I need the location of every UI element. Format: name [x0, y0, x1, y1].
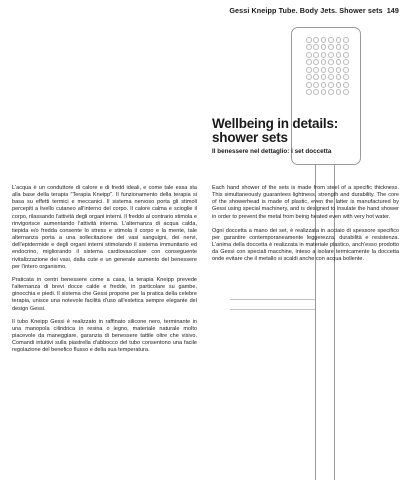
nozzle: [313, 52, 319, 58]
hand-shower-bracket: [230, 299, 315, 310]
nozzle: [321, 52, 327, 58]
nozzle: [336, 52, 342, 58]
nozzle: [328, 89, 334, 95]
nozzle: [321, 59, 327, 65]
nozzle: [336, 89, 342, 95]
nozzle: [313, 59, 319, 65]
nozzle: [328, 82, 334, 88]
nozzle: [328, 59, 334, 65]
nozzle: [313, 37, 319, 43]
nozzle: [313, 89, 319, 95]
nozzle: [306, 82, 312, 88]
nozzle: [343, 74, 349, 80]
nozzle: [336, 44, 342, 50]
nozzle: [306, 89, 312, 95]
italian-paragraph: Il tubo Kneipp Gessi è realizzato in raffinato silicone nero, terminante in una manopola cilindrica in resina o legno, materiale naturale molto piacevole da maneggiare, garanzia di benessere tattile oltre che visivo. Comandi intuitivi sulla piastrella d'abbocco del tubo consentono una facile regolazione del benefico flusso e della sua temperatura.: [12, 318, 197, 354]
section-title: [212, 117, 338, 145]
nozzle: [343, 89, 349, 95]
nozzle: [343, 37, 349, 43]
italian-paragraph: Praticata in centri benessere come a casa, la terapia Kneipp prevede l'alternanza di brevi docce calde e fredde, in particolare su gambe, ginocchia e piedi. Il sistema che Gessi propone per la pratica della celebre terapia, unisce una notevole facilità d'uso all'estetica sempre elegante del design Gessi.: [12, 276, 197, 312]
running-header: [229, 6, 399, 15]
nozzle: [306, 59, 312, 65]
nozzle: [336, 59, 342, 65]
nozzle: [306, 74, 312, 80]
italian-paragraph: Ogni doccetta a mano dei set, è realizzata in acciaio di spessore specifico per garantire contemporaneamente leggerezza, durabilità e resistenza. L'anima della doccetta è realizzata in materiale plastico, anch'esso prodotto da Gessi con speciali macchine, inteso a isolare termicamente la doccetta onde evitare che il metallo si scaldi anche con acqua bollente.: [212, 227, 399, 263]
nozzle: [321, 89, 327, 95]
nozzle: [343, 44, 349, 50]
nozzle: [328, 37, 334, 43]
nozzle: [313, 74, 319, 80]
nozzle: [336, 37, 342, 43]
nozzle-grid: [306, 37, 349, 95]
nozzle: [321, 74, 327, 80]
page-number: 149: [386, 6, 399, 15]
nozzle: [336, 82, 342, 88]
nozzle: [336, 67, 342, 73]
nozzle: [306, 52, 312, 58]
nozzle: [306, 37, 312, 43]
nozzle: [343, 67, 349, 73]
nozzle: [343, 82, 349, 88]
running-title: Gessi Kneipp Tube. Body Jets. Shower sets: [229, 6, 383, 15]
nozzle: [336, 74, 342, 80]
english-paragraph: Each hand shower of the sets is made from steel of a specific thickness. This simultaneously guarantees lightness, strength and durability. The core of the showerhead is made of plastic, even the latter is manufactured by Gessi using special machinery, and is designed to insulate the hand shower in order to prevent the metal from being heated even with very hot water.: [212, 185, 399, 220]
english-column: [212, 185, 399, 270]
nozzle: [343, 59, 349, 65]
section-subtitle: Il benessere nel dettaglio: i set doccetta: [212, 148, 332, 155]
nozzle: [306, 44, 312, 50]
nozzle: [328, 67, 334, 73]
nozzle: [313, 82, 319, 88]
nozzle: [328, 74, 334, 80]
nozzle: [321, 82, 327, 88]
italian-paragraph: L'acqua è un conduttore di calore e di fredd ideali, e come tale essa sta alla base della terapia "Terapia Kneipp". Il funzionamento della terapia si basa su effetti termici e meccanici. Il sistema nervoso porta gli stimoli percepiti a livello cutaneo all'interno del corpo. Il calore calma e scioglie il corpo, rilassando l'attività degli organi interni. Il freddo al contrario stimola e rinvigorisce aumentando l'attività interna. L'alternanza di acqua calda, tiepida e/o fredda consente lo stress e stimola il corpo e la mente, tale alternanza porta a una sollecitazione dei vasi sanguigni, dei nervi, dell'epidermide e degli organi interni stimolando il sistema immunitario ed endocrino, migliorando il sistema cardiovascolare con conseguente rivitalizzazione dei vasi, dalla cute e un generale aumento del benessere per l'intero organismo.: [12, 185, 197, 270]
section-title-line-2: shower sets: [212, 130, 288, 145]
nozzle: [313, 67, 319, 73]
section-title-line-1: Wellbeing in details:: [212, 116, 339, 131]
nozzle: [328, 52, 334, 58]
nozzle: [328, 44, 334, 50]
nozzle: [313, 44, 319, 50]
nozzle: [343, 52, 349, 58]
nozzle: [321, 37, 327, 43]
nozzle: [306, 67, 312, 73]
nozzle: [321, 67, 327, 73]
nozzle: [321, 44, 327, 50]
italian-column: [12, 185, 197, 360]
